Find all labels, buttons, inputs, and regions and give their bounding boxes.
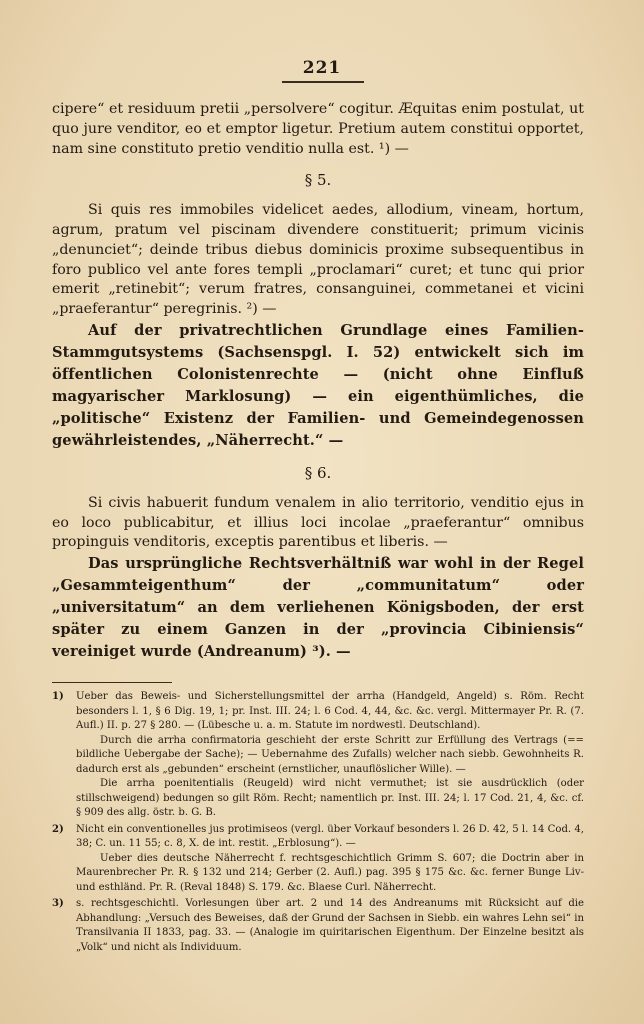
paragraph-section-6-commentary: Das ursprüngliche Rechtsverhältniß war wohl in der Regel „Gesammteigenthum“ der „communitatum“ oder „universitatum“ an dem verliehenen Königsboden, der erst später zu einem Ganzen in der „provincia Cibiniensis“ vereiniget wurde (Andreanum) ³). — (52, 555, 584, 661)
paragraph-section-6-latin: Si civis habuerit fundum venalem in alio territorio, venditio ejus in eo loco publicabitur, et illius loci incolae „praeferantur“ omnibus propinguis venditoris, exceptis parentibus et liberis. — (52, 494, 584, 551)
section-heading-5: § 5. (304, 171, 332, 190)
footnote-text: Ueber das Beweis- und Sicherstellungsmittel der arrha (Handgeld, Angeld) s. Röm. Recht besonders l. 1, § 6 Dig. 19, 1; pr. Inst. III. 24; l. 6 Cod. 4, 44, &c. &c. vergl. Mittermayer Pr. R. (7. Aufl.) II. p. 27 § 280. — (Lübesche u. a. m. Statute im nordwestl. Deutschland). (76, 691, 584, 731)
footnote-text: s. rechtsgeschichtl. Vorlesungen über art. 2 und 14 des Andreanums mit Rücksicht auf die Abhandlung: „Versuch des Beweises, daß der Grund der Sachsen in Siebb. ein wahres Lehn sei“ in Transilvania II 1833, pag. 33. — (Analogie im quiritarischen Eigenthum. Der Einzelne besitzt als „Volk“ und nicht als Individuum. (76, 898, 584, 953)
footnote (52, 690, 584, 821)
footnotes (52, 690, 584, 957)
paragraph-continuation: cipere“ et residuum pretii „persolvere“ cogitur. Æquitas enim postulat, ut quo jure venditor, eo et emptor ligetur. Pretium autem constitui opportet, nam sine constituto pretio venditio nulla est. ¹) — (52, 101, 584, 157)
footnote (52, 897, 584, 955)
footnote-text: Durch die arrha confirmatoria geschieht der erste Schritt zur Erfüllung des Vertrags (== bildliche Uebergabe der Sache); — Uebernahme des Zufalls) welcher nach siebb. Gewohnheits R. dadurch erst als „gebunden“ erscheint (ernstlicher, unauflöslicher Wille). — (76, 734, 584, 775)
paragraph-section-5-latin: Si quis res immobiles videlicet aedes, allodium, vineam, hortum, agrum, pratum vel piscinam divendere constituerit; primum vicinis „denunciet“; deinde tribus diebus dominicis proxime subsequentibus in foro publico vel ante fores templi „proclamari“ curet; et tunc qui prior emerit „retinebit“; verum fratres, consanguinei, commetanei et vicini „praeferantur“ peregrinis. ²) — (52, 202, 584, 318)
page-number: 221 (302, 58, 342, 78)
footnote-number: 2) (52, 823, 64, 835)
footnote (52, 823, 584, 896)
main-text (52, 100, 584, 663)
footnote-text: Die arrha poenitentialis (Reugeld) wird nicht vermuthet; ist sie ausdrücklich (oder stillschweigend) bedungen so gilt Röm. Recht; namentlich pr. Inst. III. 24; l. 17 Cod. 21, 4, &c. cf. § 909 des allg. östr. b. G. B. (76, 778, 584, 818)
section-heading-6: § 6. (304, 463, 332, 482)
footnote-divider (52, 682, 172, 683)
page-number-underline (282, 81, 364, 83)
footnote-number: 3) (52, 898, 64, 909)
footnote-text: Ueber dies deutsche Näherrecht f. rechtsgeschichtlich Grimm S. 607; die Doctrin aber in Maurenbrecher Pr. R. § 132 und 214; Gerber (2. Aufl.) pag. 395 § 175 &c. &c. ferner Bunge Liv- und esthländ. Pr. R. (Reval 1848) S. 179. &c. Blaese Curl. Näherrecht. (76, 852, 584, 893)
footnote-text: Nicht ein conventionelles jus protimiseos (vergl. über Vorkauf besonders l. 26 D. 42, 5 l. 14 Cod. 4, 38; C. un. 11 55; c. 8, X. de int. restit. „Erblosung“). — (76, 823, 584, 849)
paragraph-section-5-commentary: Auf der privatrechtlichen Grundlage eines Familien-Stammgutsystems (Sachsenspgl. I. 52) entwickelt sich im öffentlichen Colonistenrechte — (nicht ohne Einfluß magyarischer Marklosung) — ein eigenthümliches, die „politische“ Existenz der Familien- und Gemeindegenossen gewährleistendes, „Näherrecht.“ — (52, 321, 584, 449)
footnote-number: 1) (52, 691, 64, 702)
